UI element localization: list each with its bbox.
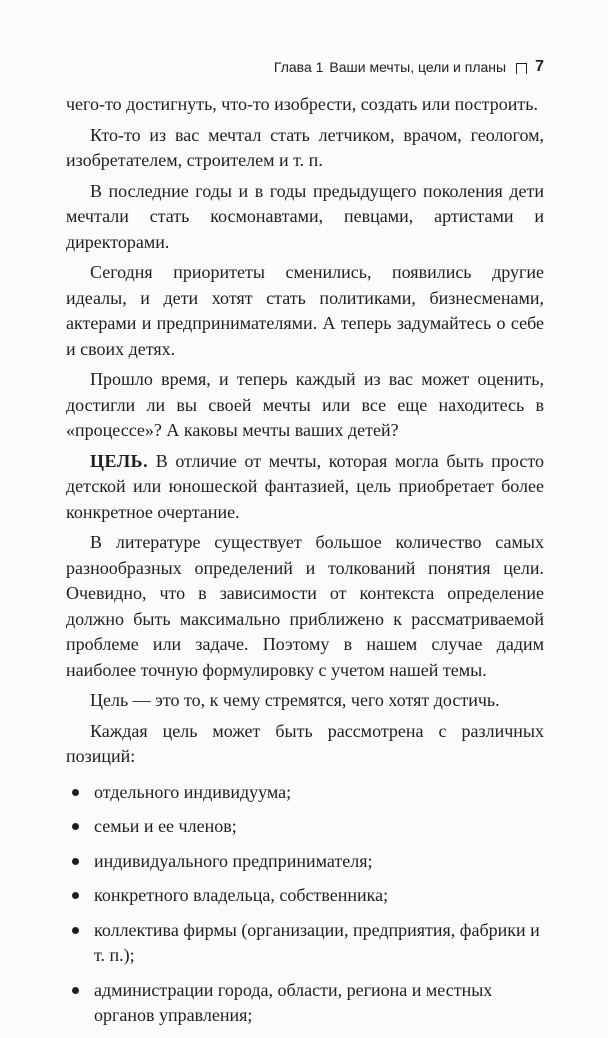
list-item bbox=[66, 849, 544, 875]
list-item-text: отдельного индивидуума; bbox=[94, 781, 292, 802]
bullet-icon bbox=[72, 927, 79, 934]
paragraph: Сегодня приоритеты сменились, появились другие идеалы, и дети хотят стать политиками, бизнесменами, актерами и предпринимателями. А теперь задумайтесь о себе и своих детях. bbox=[66, 262, 544, 359]
bullet-icon bbox=[72, 858, 79, 865]
paragraph: В последние годы и в годы предыдущего поколения дети мечтали стать космонавтами, певцами, артистами и директорами. bbox=[66, 180, 544, 252]
list-item bbox=[66, 883, 544, 909]
page-body bbox=[66, 92, 544, 1038]
paragraph: В литературе существует большое количество самых разнообразных определений и толкований понятия цели. Очевидно, что в зависимости от контекста определение должно быть максимально приближено к рассматриваемой проблеме или задаче. Поэтому в нашем случае дадим наиболее точную формулировку с учетом нашей темы. bbox=[66, 532, 544, 680]
bullet-icon bbox=[72, 789, 79, 796]
list-item-text: семьи и ее членов; bbox=[94, 816, 237, 836]
running-header bbox=[274, 58, 544, 76]
header-marker-icon bbox=[516, 63, 527, 74]
list-item bbox=[66, 918, 544, 969]
list-item-text: конкретного владельца, собственника; bbox=[94, 885, 389, 905]
list-item-text: коллектива фирмы (организации, предприятия, фабрики и т. п.); bbox=[94, 919, 540, 965]
positions-list bbox=[66, 780, 544, 1029]
chapter-label: Глава 1 bbox=[273, 59, 324, 75]
list-item bbox=[66, 978, 544, 1029]
goal-paragraph bbox=[66, 449, 544, 526]
bullet-icon bbox=[72, 823, 79, 830]
list-item-text: индивидуального предпринимателя; bbox=[94, 850, 373, 871]
list-item bbox=[66, 780, 544, 806]
goal-text: В отличие от мечты, которая могла быть просто детской или юношеской фантазией, цель приобретает более конкретное очертание. bbox=[66, 450, 544, 522]
paragraph: Цель — это то, к чему стремятся, чего хотят достичь. bbox=[90, 690, 500, 710]
paragraph: Прошло время, и теперь каждый из вас может оценить, достигли ли вы своей мечты или все еще находитесь в «процессе»? А каковы мечты ваших детей? bbox=[66, 369, 544, 440]
list-item-text: администрации города, области, региона и местных органов управления; bbox=[94, 979, 493, 1025]
list-item bbox=[66, 814, 544, 840]
chapter-title: Ваши мечты, цели и планы bbox=[329, 59, 507, 75]
page-number: 7 bbox=[535, 58, 544, 75]
paragraph: чего-то достигнуть, что-то изобрести, создать или построить. bbox=[66, 94, 538, 114]
bullet-icon bbox=[72, 987, 79, 994]
bullet-icon bbox=[72, 892, 79, 899]
paragraph: Кто-то из вас мечтал стать летчиком, врачом, геологом, изобретателем, строителем и т. п. bbox=[66, 124, 544, 170]
paragraph: Каждая цель может быть рассмотрена с различных позиций: bbox=[66, 720, 544, 766]
goal-term: ЦЕЛЬ. bbox=[90, 450, 149, 471]
